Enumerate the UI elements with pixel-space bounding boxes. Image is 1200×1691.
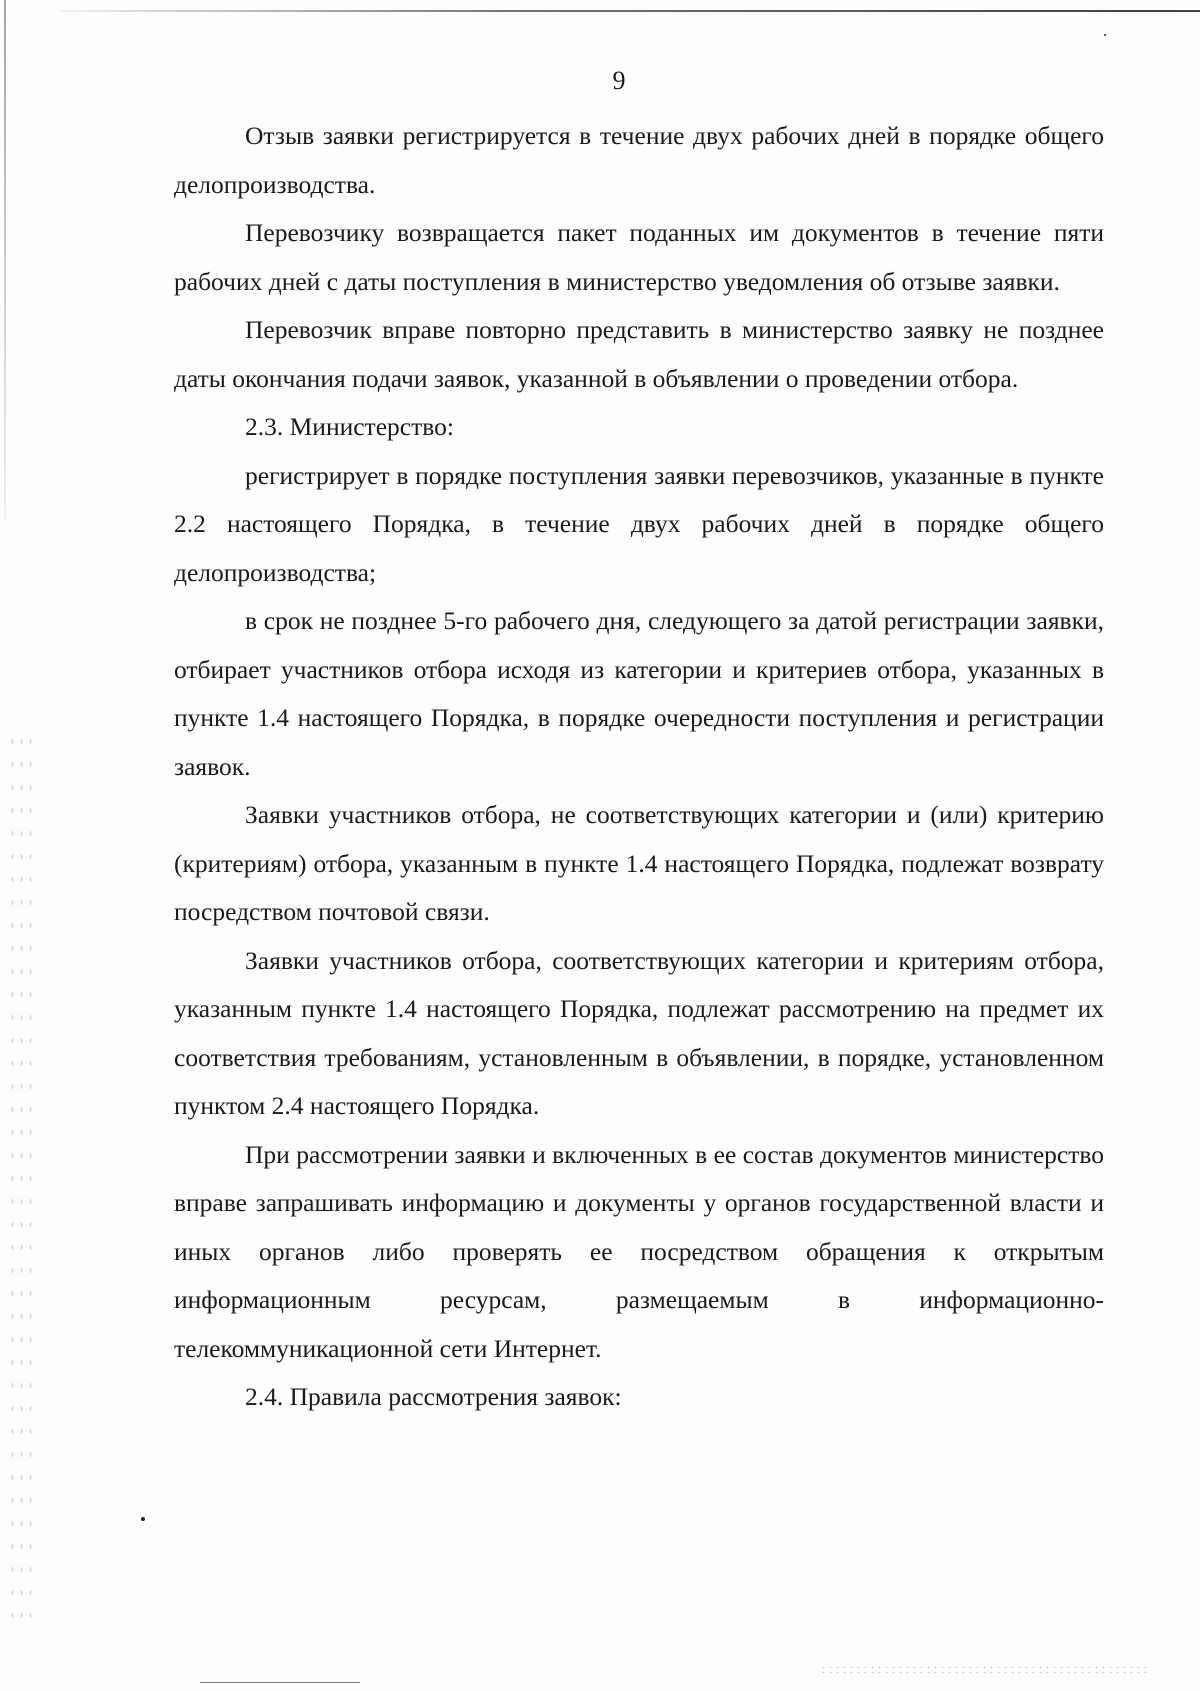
- scan-artifact-bottom-line: [200, 1682, 360, 1683]
- paragraph: регистрирует в порядке поступления заявки перевозчиков, указанные в пункте 2.2 настоящего Порядка, в течение двух рабочих дней в порядке общего делопроизводства;: [174, 460, 1104, 587]
- paragraph: в срок не позднее 5-го рабочего дня, следующего за датой регистрации заявки, отбирает участников отбора исходя из категории и критериев отбора, указанных в пункте 1.4 настоящего Порядка, в порядке очередности поступления и регистрации заявок.: [174, 606, 1104, 781]
- scan-artifact-left-speckle: [8, 730, 38, 1630]
- scan-artifact-dot: [141, 1517, 145, 1521]
- paragraph: Заявки участников отбора, не соответствующих категории и (или) критерию (критериям) отбора, указанным в пункте 1.4 настоящего Порядка, подлежат возврату посредством почтовой связи.: [174, 800, 1104, 926]
- paragraph: Перевозчику возвращается пакет поданных им документов в течение пяти рабочих дней с даты поступления в министерство уведомления об отзыве заявки.: [174, 218, 1104, 296]
- scan-artifact-bottom-speckle: [820, 1665, 1150, 1677]
- section-heading: 2.3. Министерство:: [245, 412, 454, 441]
- section-heading: 2.4. Правила рассмотрения заявок:: [245, 1382, 622, 1411]
- paragraph: При рассмотрении заявки и включенных в ее состав документов министерство вправе запрашивать информацию и документы у органов государственной власти и иных органов либо проверять ее посредством обращения к открытым информационным ресурсам, размещаемым в информационно-телекоммуникационной сети Интернет.: [174, 1139, 1104, 1363]
- scan-artifact-dot: [1104, 34, 1106, 36]
- page-number: 9: [612, 66, 626, 95]
- scan-artifact-top-line: [60, 10, 1200, 12]
- paragraph: Перевозчик вправе повторно представить в министерство заявку не позднее даты окончания подачи заявок, указанной в объявлении о проведении отбора.: [174, 315, 1104, 393]
- paragraph: Отзыв заявки регистрируется в течение двух рабочих дней в порядке общего делопроизводства.: [174, 121, 1104, 199]
- document-body: [174, 112, 1104, 1422]
- paragraph: Заявки участников отбора, соответствующих категории и критериям отбора, указанным пункте 1.4 настоящего Порядка, подлежат рассмотрению на предмет их соответствия требованиям, установленным в объявлении, в порядке, установленном пунктом 2.4 настоящего Порядка.: [174, 945, 1104, 1120]
